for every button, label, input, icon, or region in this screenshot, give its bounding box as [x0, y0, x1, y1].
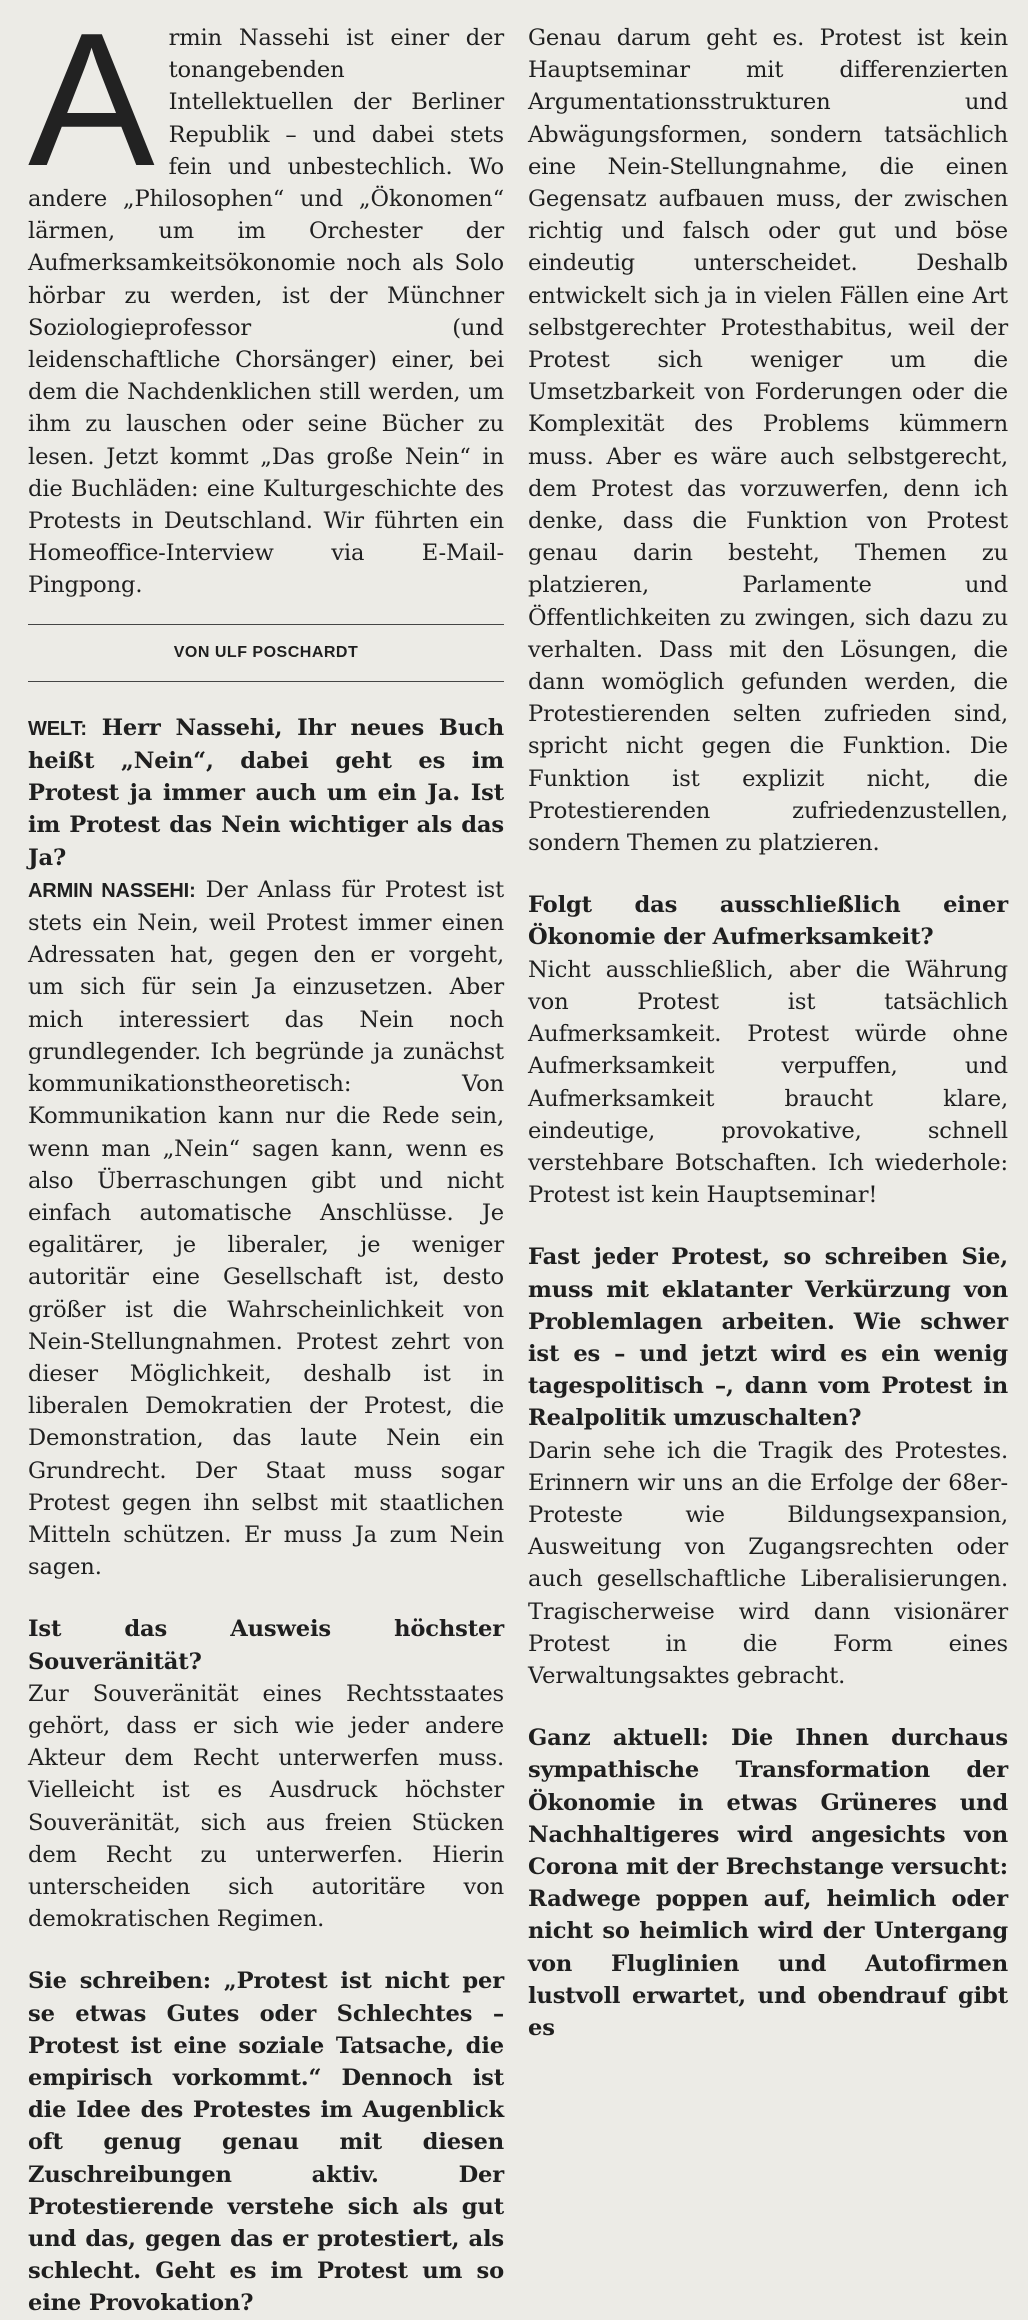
- interviewee-label: ARMIN NASSEHI:: [28, 879, 196, 902]
- left-column: [28, 0, 504, 2320]
- byline: VON ULF POSCHARDT: [173, 643, 359, 661]
- question-6: Ganz aktuell: Die Ihnen durchaus sympathische Transformation der Ökonomie in etwas Grüneres und Nachhaltigeres wird angesichts von Corona mit der Brechstange versucht: Radwege poppen auf, heimlich oder nicht so heimlich wird der Untergang von Fluglinien und Autofirmen lustvoll erwartet, und obendrauf gibt es: [528, 1725, 1008, 2041]
- question-5: Fast jeder Protest, so schreiben Sie, muss mit eklatanter Verkürzung von Problemlagen arbeiten. Wie schwer ist es – und jetzt wird es ein wenig tagespolitisch –, dann vom Protest in Realpolitik umzuschalten?: [528, 1244, 1008, 1432]
- article-intro: [28, 0, 504, 602]
- question-1: [28, 712, 504, 874]
- answer-5: Darin sehe ich die Tragik des Protestes. Erinnern wir uns an die Erfolge der 68er-Proteste wie Bildungsexpansion, Ausweitung von Zugangsrechten oder auch gesellschaftliche Liberalisierungen. Tragischerweise wird dann visionärer Protest in die Form eines Verwaltungsaktes gebracht.: [528, 1437, 1008, 1689]
- answer-4: Nicht ausschließlich, aber die Währung von Protest ist tatsächlich Aufmerksamkeit. Protest würde ohne Aufmerksamkeit verpuffen, und Aufmerksamkeit braucht klare, eindeutige, provokative, schnell verstehbare Botschaften. Ich wiederhole: Protest ist kein Hauptseminar!: [528, 956, 1008, 1209]
- interviewer-label: WELT:: [28, 717, 87, 740]
- question-4: Folgt das ausschließlich einer Ökonomie der Aufmerksamkeit?: [528, 892, 1008, 951]
- question-2: Ist das Ausweis höchster Souveränität?: [28, 1616, 504, 1675]
- right-column: [528, 22, 1008, 2044]
- question-3: Sie schreiben: „Protest ist nicht per se etwas Gutes oder Schlechtes – Protest ist eine soziale Tatsache, die empirisch vorkommt.“ Dennoch ist die Idee des Protestes im Augenblick oft genug genau mit diesen Zuschreibungen aktiv. Der Protestierende verstehe sich als gut und das, gegen das er protestiert, als schlecht. Geht es im Protest um so eine Provokation?: [28, 1968, 504, 2317]
- question-1-text: Herr Nassehi, Ihr neues Buch heißt „Nein“, dabei geht es im Protest ja immer auch um ein Ja. Ist im Protest das Nein wichtiger als das Ja?: [28, 714, 504, 871]
- answer-1-text: Der Anlass für Protest ist stets ein Nein, weil Protest immer einen Adressaten hat, gegen den er vorgeht, um sich für sein Ja einzusetzen. Aber mich interessiert das Nein noch grundlegender. Ich begründe ja zunächst kommunikationstheoretisch: Von Kommunikation kann nur die Rede sein, wenn man „Nein“ sagen kann, wenn es also Überraschungen gibt und nicht einfach automatische Anschlüsse. Je egalitärer, je liberaler, je weniger autoritär eine Gesellschaft ist, desto größer ist die Wahrscheinlichkeit von Nein-Stellungnahmen. Protest zehrt von dieser Möglichkeit, deshalb ist in liberalen Demokratien der Protest, die Demonstration, das laute Nein ein Grundrecht. Der Staat muss sogar Protest gegen ihn selbst mit staatlichen Mitteln schützen. Er muss Ja zum Nein sagen.: [28, 876, 504, 1581]
- answer-3: Genau darum geht es. Protest ist kein Hauptseminar mit differenzierten Argumentationsstrukturen und Abwägungsformen, sondern tatsächlich eine Nein-Stellungnahme, die einen Gegensatz aufbauen muss, der zwischen richtig und falsch oder gut und böse eindeutig unterscheidet. Deshalb entwickelt sich ja in vielen Fällen eine Art selbstgerechter Protesthabitus, weil der Protest sich weniger um die Umsetzbarkeit von Forderungen oder die Komplexität des Problems kümmern muss. Aber es wäre auch selbstgerecht, dem Protest das vorzuwerfen, denn ich denke, dass die Funktion von Protest genau darin besteht, Themen zu platzieren, Parlamente und Öffentlichkeiten zu zwingen, sich dazu zu verhalten. Dass mit den Lösungen, die dann womöglich gefunden werden, die Protestierenden selten zufrieden sind, spricht nicht gegen die Funktion. Die Funktion ist explizit nicht, die Protestierenden zufriedenzustellen, sondern Themen zu platzieren.: [528, 25, 1008, 857]
- intro-text: rmin Nassehi ist einer der tonangebenden Intellektuellen der Berliner Republik – und dabei stets fein und unbestechlich. Wo andere „Philosophen“ und „Ökonomen“ lärmen, um im Orchester der Aufmerksamkeitsökonomie noch als Solo hörbar zu werden, ist der Münchner Soziologieprofessor (und leidenschaftliche Chorsänger) einer, bei dem die Nachdenklichen still werden, um ihm zu lauschen oder seine Bücher zu lesen. Jetzt kommt „Das große Nein“ in die Buchläden: eine Kulturgeschichte des Protests in Deutschland. Wir führten ein Homeoffice-Interview via E-Mail-Pingpong.: [28, 25, 504, 599]
- byline-rule-top: [28, 624, 504, 625]
- answer-1: [28, 874, 504, 1583]
- answer-2: Zur Souveränität eines Rechtsstaates gehört, dass er sich wie jeder andere Akteur dem Recht unterwerfen muss. Vielleicht ist es Ausdruck höchster Souveränität, sich aus freien Stücken dem Recht zu unterwerfen. Hierin unterscheiden sich autoritäre von demokratischen Regimen.: [28, 1680, 504, 1933]
- drop-cap: A: [28, 0, 155, 206]
